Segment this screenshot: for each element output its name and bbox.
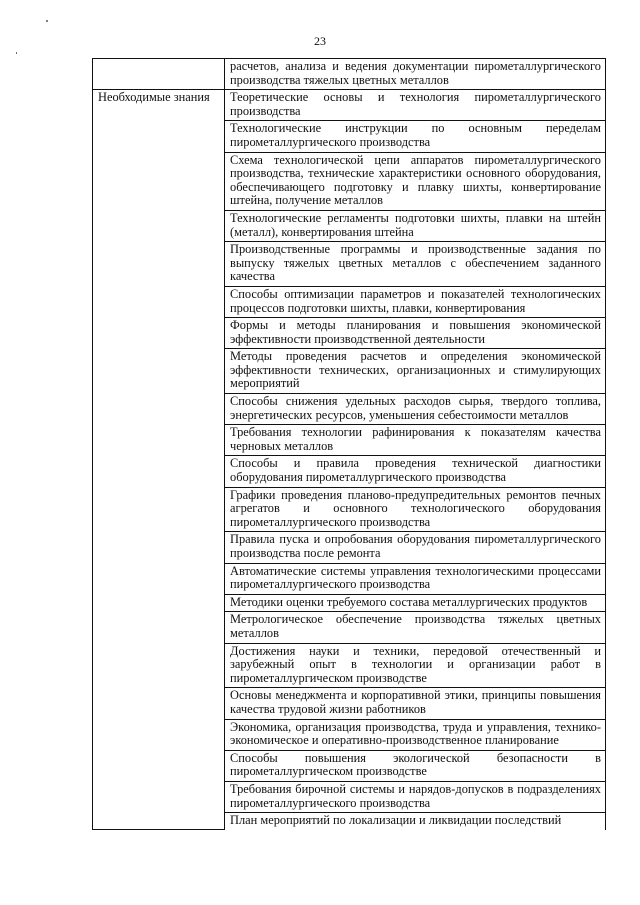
table-cell: расчетов, анализа и ведения документации пирометаллургического производства тяжелых цветных металлов bbox=[225, 59, 606, 90]
knowledge-item: Метрологическое обеспечение производства тяжелых цветных металлов bbox=[225, 612, 606, 643]
knowledge-item: Графики проведения планово-предупредительных ремонтов печных агрегатов и основного технологического оборудования пирометаллургического производства bbox=[225, 487, 606, 532]
knowledge-item: Формы и методы планирования и повышения экономической эффективности производственной деятельности bbox=[225, 318, 606, 349]
section-label: Необходимые знания bbox=[93, 90, 225, 830]
scan-speck bbox=[16, 52, 17, 54]
knowledge-item: Способы оптимизации параметров и показателей технологических процессов подготовки шихты, плавки, конвертирования bbox=[225, 286, 606, 317]
knowledge-item: Методики оценки требуемого состава металлургических продуктов bbox=[225, 594, 606, 612]
knowledge-item: План мероприятий по локализации и ликвидации последствий bbox=[225, 813, 606, 830]
scan-speck bbox=[46, 20, 48, 22]
knowledge-item: Технологические регламенты подготовки шихты, плавки на штейн (металл), конвертирования штейна bbox=[225, 210, 606, 241]
knowledge-item: Теоретические основы и технология пирометаллургического производства bbox=[225, 90, 606, 121]
knowledge-item: Основы менеджмента и корпоративной этики, принципы повышения качества трудовой жизни работников bbox=[225, 688, 606, 719]
knowledge-item: Автоматические системы управления технологическими процессами пирометаллургического производства bbox=[225, 563, 606, 594]
knowledge-item: Правила пуска и опробования оборудования пирометаллургического производства после ремонта bbox=[225, 532, 606, 563]
knowledge-item: Методы проведения расчетов и определения экономической эффективности технических, организационных и стимулирующих мероприятий bbox=[225, 349, 606, 394]
knowledge-item: Требования технологии рафинирования к показателям качества черновых металлов bbox=[225, 425, 606, 456]
knowledge-item: Способы повышения экологической безопасности в пирометаллургическом производстве bbox=[225, 750, 606, 781]
knowledge-item: Экономика, организация производства, труда и управления, технико-экономическое и оперативно-производственное планирование bbox=[225, 719, 606, 750]
knowledge-item: Производственные программы и производственные задания по выпуску тяжелых цветных металлов с обеспечением заданного качества bbox=[225, 242, 606, 287]
page-number: 23 bbox=[314, 34, 326, 48]
table-row bbox=[93, 90, 606, 121]
knowledge-item: Способы снижения удельных расходов сырья, твердого топлива, энергетических ресурсов, уменьшения себестоимости металлов bbox=[225, 394, 606, 425]
knowledge-item: Достижения науки и техники, передовой отечественный и зарубежный опыт в технологии и организации работ в пирометаллургическом производстве bbox=[225, 643, 606, 688]
knowledge-item: Схема технологической цепи аппаратов пирометаллургического производства, технические характеристики основного оборудования, обеспечивающего подготовку и плавку шихты, конвертирование штейна, получение металлов bbox=[225, 152, 606, 210]
table-row bbox=[93, 59, 606, 90]
requirements-table bbox=[92, 58, 606, 830]
label-cell-empty bbox=[93, 59, 225, 90]
knowledge-item: Технологические инструкции по основным переделам пирометаллургического производства bbox=[225, 121, 606, 152]
knowledge-item: Способы и правила проведения технической диагностики оборудования пирометаллургического производства bbox=[225, 456, 606, 487]
knowledge-item: Требования бирочной системы и нарядов-допусков в подразделениях пирометаллургического производства bbox=[225, 781, 606, 812]
